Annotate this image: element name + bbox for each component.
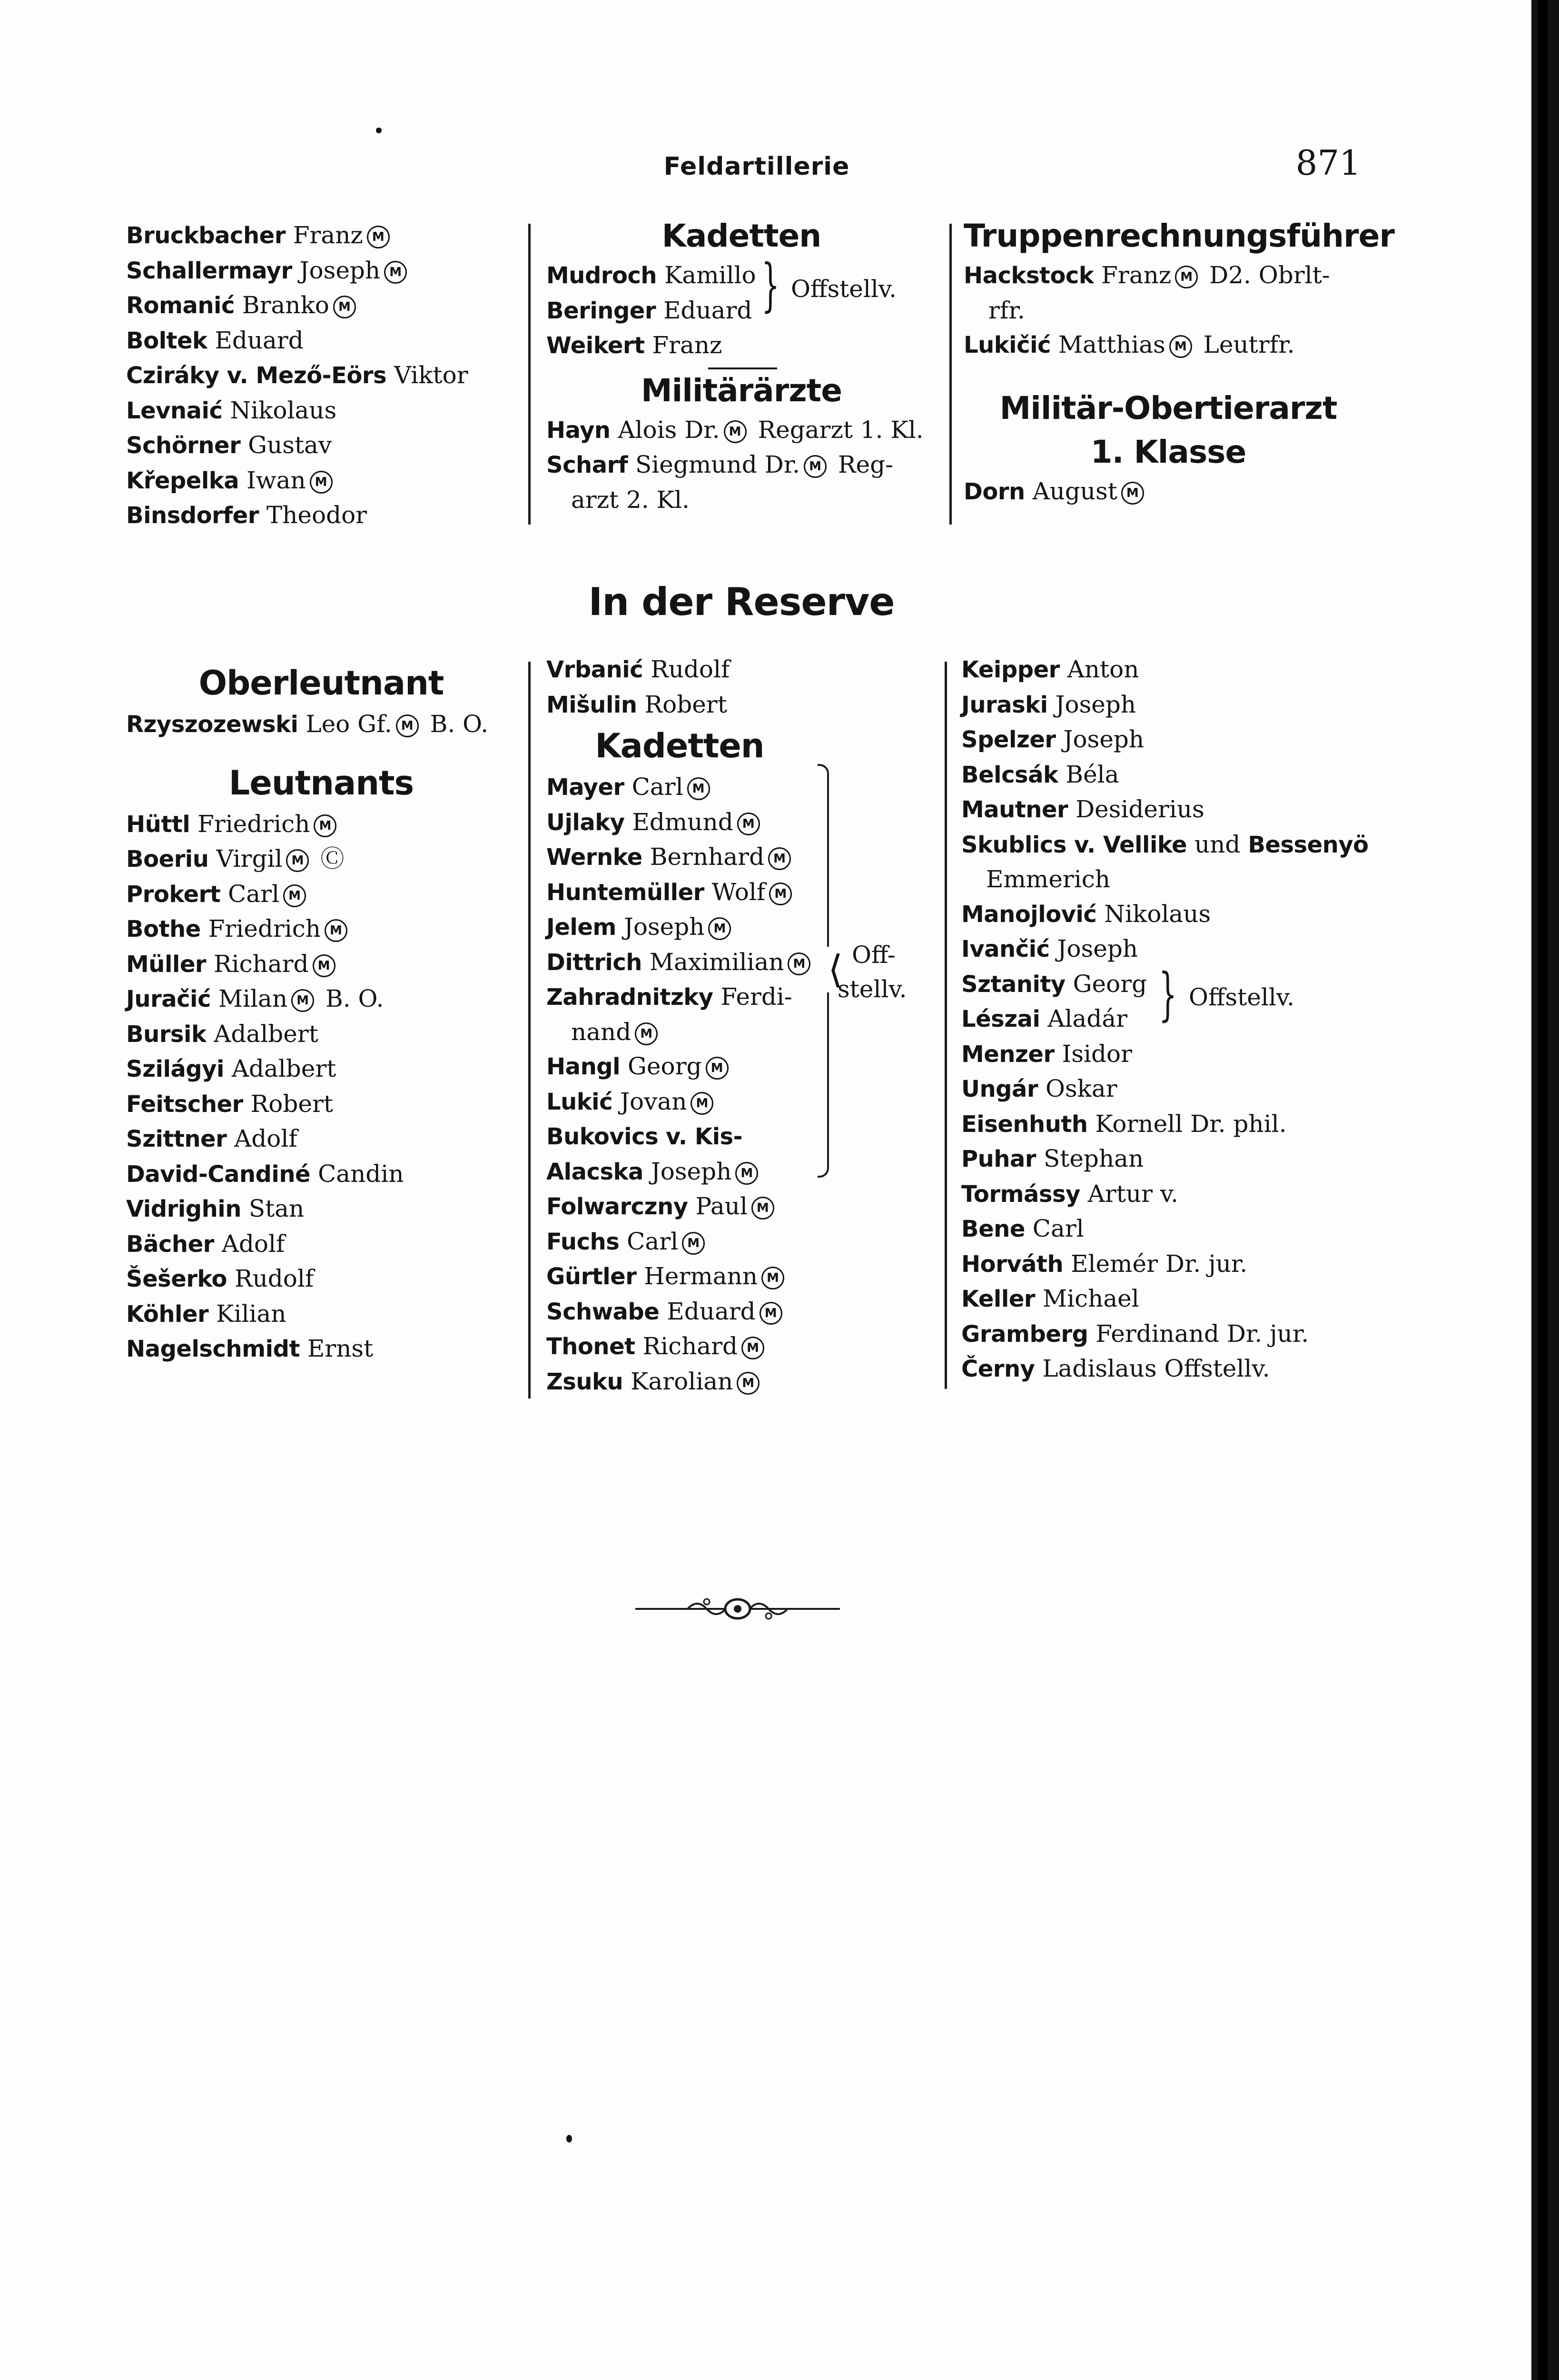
list-entry: [961, 1211, 1390, 1247]
entry-suffix: B. O.: [325, 985, 384, 1012]
list-entry: [546, 1294, 946, 1329]
entry-given-name: Joseph: [1057, 935, 1138, 962]
entry-given-name: Karolian: [631, 1367, 733, 1395]
list-entry: [126, 253, 516, 288]
entry-suffix: Regarzt 1. Kl.: [758, 416, 924, 444]
entry-given-name: Carl: [627, 1227, 679, 1255]
militaeraerzte-heading: Militärärzte: [641, 372, 842, 409]
entry-given-name: Friedrich: [208, 915, 321, 942]
end-ornament: [635, 1590, 840, 1628]
entry-surname: Wernke: [546, 844, 642, 871]
military-merit-icon: M: [741, 1337, 764, 1359]
top-column-3: [964, 214, 1392, 509]
entry-surname: Alacska: [546, 1158, 643, 1185]
list-entry: [126, 982, 521, 1017]
kadetten-brace-note: Offstellv.: [791, 275, 897, 303]
entry-given-name: Adalbert: [231, 1055, 336, 1082]
entry-surname: Bursik: [126, 1021, 207, 1048]
entry-surname: Beringer: [546, 297, 656, 324]
entry-surname: Menzer: [961, 1041, 1055, 1068]
entry-given-name: Franz: [652, 331, 722, 359]
list-entry: [961, 1247, 1390, 1282]
entry-surname: Mudroch: [546, 262, 657, 289]
military-merit-icon: M: [761, 1267, 784, 1289]
scan-speck: [566, 2135, 572, 2142]
list-entry: [546, 652, 946, 687]
entry-given-name: rfr.: [988, 296, 1025, 324]
list-entry: [546, 447, 946, 483]
entry-surname: Folwarczny: [546, 1193, 688, 1220]
entry-given-name: Nikolaus: [230, 396, 337, 424]
list-entry: [126, 1087, 521, 1122]
entry-surname: Nagelschmidt: [126, 1336, 300, 1362]
offstellv-note-2: stellv.: [838, 975, 907, 1003]
entry-surname: Keipper: [961, 656, 1060, 683]
entry-given-name: Adolf: [234, 1125, 297, 1152]
list-entry: [546, 1119, 946, 1154]
entry-given-name: Aladár: [1047, 1005, 1128, 1032]
list-entry: [961, 862, 1390, 897]
entry-surname: Spelzer: [961, 726, 1056, 753]
entry-given-name: Rudolf: [651, 655, 730, 683]
list-entry: [126, 707, 521, 742]
entry-given-name: Elemér Dr. jur.: [1071, 1250, 1248, 1278]
entry-surname: Skublics v. Vellike: [961, 831, 1187, 858]
entry-surname: Mautner: [961, 796, 1068, 823]
entry-surname: Fuchs: [546, 1228, 620, 1255]
entry-given-name: August: [1032, 477, 1117, 505]
page-number: 871: [1295, 143, 1361, 183]
list-entry: [546, 687, 946, 723]
column-rule: [528, 662, 531, 1398]
reserve-column-2: [546, 652, 946, 1399]
military-merit-icon: M: [706, 1057, 729, 1080]
entry-given-name: Oskar: [1045, 1075, 1117, 1102]
entry-given-name: Nikolaus: [1104, 900, 1211, 928]
entry-surname: Vidrighin: [126, 1196, 241, 1222]
list-entry: [546, 1329, 946, 1364]
scan-edge: [1531, 0, 1559, 2380]
list-entry: [126, 1261, 521, 1297]
entry-given-name: Franz: [293, 221, 363, 249]
entry-surname: Huntemüller: [546, 879, 704, 906]
military-merit-icon: M: [367, 226, 390, 248]
entry-given-name: Michael: [1042, 1285, 1139, 1312]
offstellv-bracket-point: ⟨: [828, 947, 843, 992]
list-entry: [961, 1317, 1390, 1352]
entry-surname: Mayer: [546, 774, 624, 801]
entry-given-name: Stan: [248, 1195, 305, 1222]
entry-surname: Zsuku: [546, 1368, 623, 1395]
entry-given-name: Robert: [644, 690, 727, 718]
entry-given-name: Joseph: [299, 256, 381, 284]
entry-suffix: Ⓒ: [320, 845, 345, 873]
reserve-column-1: [126, 659, 521, 1367]
entry-given-name: Leo Gf.: [306, 710, 392, 738]
list-entry: [961, 722, 1390, 757]
military-merit-icon: M: [769, 883, 792, 905]
list-entry: [126, 1157, 521, 1192]
entry-surname: Ivančić: [961, 936, 1050, 962]
list-entry: [546, 875, 946, 910]
entry-surname: Tormássy: [961, 1180, 1080, 1208]
entry-given-name: Georg: [1073, 970, 1147, 998]
offstellv-bracket-upper: [818, 764, 829, 947]
entry-surname: Horváth: [961, 1250, 1064, 1278]
list-entry: [546, 840, 946, 875]
list-entry: [126, 1121, 521, 1157]
entry-given-name: Georg: [627, 1052, 702, 1080]
oberleutnant-heading: Oberleutnant: [198, 664, 444, 703]
military-merit-icon: M: [283, 884, 306, 907]
military-merit-icon: M: [760, 1302, 782, 1325]
entry-given-name: arzt 2. Kl.: [571, 486, 690, 514]
entry-given-name: Iwan: [247, 466, 306, 494]
list-entry: [126, 1297, 521, 1332]
entry-surname: Černy: [961, 1356, 1035, 1382]
list-entry: [546, 805, 946, 840]
entry-given-name: Eduard: [215, 326, 304, 354]
military-merit-icon: M: [788, 952, 810, 975]
military-merit-icon: M: [286, 849, 309, 872]
entry-given-name: Kilian: [216, 1299, 286, 1328]
leutnants-heading: Leutnants: [228, 763, 414, 803]
entry-surname: Bothe: [126, 916, 201, 942]
entry-given-name: Alois Dr.: [618, 416, 720, 444]
entry-given-name: Rudolf: [234, 1265, 314, 1292]
top-column-1: [126, 218, 516, 533]
military-merit-icon: M: [313, 954, 335, 977]
entry-surname: Hangl: [546, 1053, 621, 1080]
entry-surname: Zahradnitzky: [546, 984, 713, 1011]
entry-surname: Šešerko: [126, 1266, 227, 1292]
list-entry: [961, 652, 1390, 687]
list-entry: [126, 323, 516, 358]
entry-given-name: Anton: [1067, 655, 1139, 683]
reserve-kadetten-heading: Kadetten: [595, 726, 764, 765]
column-rule: [949, 224, 952, 525]
entry-surname: Keller: [961, 1286, 1036, 1312]
entry-given-name: Stephan: [1044, 1145, 1144, 1172]
military-merit-icon: M: [291, 989, 314, 1012]
entry-given-name: Béla: [1066, 760, 1119, 788]
entry-surname-2: Bessenyö: [1248, 831, 1369, 858]
entry-given-name: Joseph: [651, 1157, 732, 1185]
list-entry: [126, 877, 521, 912]
kadetten-heading: Kadetten: [661, 218, 821, 254]
obertierarzt-heading-2: 1. Klasse: [1090, 433, 1246, 470]
list-entry: [546, 1154, 946, 1190]
entry-given-name: Emmerich: [986, 865, 1111, 893]
list-entry: [126, 842, 521, 877]
list-entry: [126, 1331, 521, 1367]
entry-given-name: Richard: [642, 1332, 738, 1360]
list-entry: [546, 1015, 946, 1050]
military-merit-icon: M: [635, 1022, 658, 1045]
scan-speck: [376, 128, 382, 133]
military-merit-icon: M: [325, 919, 347, 942]
military-merit-icon: M: [384, 261, 407, 284]
entry-surname: Hüttl: [126, 811, 190, 838]
military-merit-icon: M: [751, 1197, 774, 1220]
kadetten-brace: }: [761, 252, 780, 318]
list-entry: [126, 463, 516, 498]
list-entry: [546, 1224, 946, 1259]
entry-given-name: Theodor: [266, 501, 367, 529]
column-rule: [528, 224, 531, 525]
entry-surname: Müller: [126, 951, 207, 978]
entry-given-name: v. Kis-: [666, 1123, 743, 1150]
entry-surname: Ujlaky: [546, 809, 625, 836]
entry-surname: Křepelka: [126, 467, 239, 494]
entry-surname: Szittner: [126, 1126, 227, 1152]
entry-given-name: Friedrich: [197, 810, 310, 838]
entry-surname: Belcsák: [961, 761, 1058, 788]
entry-given-name: Gustav: [248, 431, 332, 459]
entry-given-name: Joseph: [1055, 690, 1136, 718]
entry-given-name: Joseph: [623, 913, 705, 941]
list-entry: [126, 947, 521, 982]
entry-given-name: Ladislaus Offstellv.: [1042, 1355, 1270, 1382]
military-merit-icon: M: [691, 1092, 713, 1115]
military-merit-icon: M: [333, 296, 356, 318]
entry-surname: David-Candiné: [126, 1160, 311, 1188]
entry-surname: Boeriu: [126, 846, 209, 873]
military-merit-icon: M: [804, 455, 827, 478]
list-entry: [126, 393, 516, 428]
entry-given-name: Eduard: [667, 1297, 756, 1325]
military-merit-icon: M: [708, 917, 731, 940]
entry-surname: Dittrich: [546, 949, 642, 976]
military-merit-icon: M: [735, 1162, 758, 1185]
entry-surname: Hackstock: [964, 262, 1094, 289]
entry-surname: Juračić: [126, 986, 211, 1012]
list-entry: [126, 1191, 521, 1227]
entry-given-name: Robert: [250, 1090, 333, 1118]
list-entry: [126, 912, 521, 947]
entry-surname: Schörner: [126, 432, 241, 459]
entry-surname: Bruckbacher: [126, 222, 286, 249]
entry-surname: Puhar: [961, 1146, 1036, 1172]
entry-surname: Köhler: [126, 1300, 209, 1328]
list-entry: [546, 770, 946, 805]
entry-surname: Lukić: [546, 1088, 613, 1115]
entry-surname: Boltek: [126, 327, 207, 354]
entry-surname: Schallermayr: [126, 257, 292, 284]
entry-surname: Cziráky v. Mező-Eörs: [126, 362, 387, 389]
military-merit-icon: M: [737, 1372, 760, 1395]
entry-given-name: Richard: [213, 950, 309, 978]
list-entry: [961, 1107, 1390, 1142]
list-entry: [961, 1071, 1390, 1107]
reserve-heading: In der Reserve: [588, 580, 895, 624]
entry-surname: Bukovics: [546, 1123, 659, 1150]
list-entry: [126, 428, 516, 463]
column-rule: [945, 662, 947, 1389]
list-entry: [964, 293, 1392, 328]
entry-surname: Eisenhuth: [961, 1111, 1088, 1138]
list-entry: [546, 1189, 946, 1224]
list-entry: [546, 1259, 946, 1294]
entry-surname: Thonet: [546, 1333, 635, 1360]
entry-given-name: Desiderius: [1076, 795, 1204, 823]
list-entry: [126, 1227, 521, 1262]
entry-given-name: Carl: [1032, 1215, 1084, 1242]
list-entry: [546, 1049, 946, 1084]
list-entry: [961, 792, 1390, 827]
entry-surname: Juraski: [961, 691, 1048, 718]
military-merit-icon: M: [310, 471, 333, 494]
entry-given-name: Ferdi-: [720, 983, 792, 1011]
list-entry: [964, 258, 1392, 293]
entry-given-name: Hermann: [644, 1262, 758, 1290]
entry-given-name: Isidor: [1062, 1040, 1132, 1068]
entry-given-name: Eduard: [663, 296, 752, 324]
list-entry: [961, 1037, 1390, 1072]
entry-surname: Ungár: [961, 1076, 1038, 1102]
entry-surname: Mišulin: [546, 691, 637, 718]
entry-surname: Schwabe: [546, 1298, 660, 1325]
list-entry: [964, 474, 1392, 509]
entry-surname: Gürtler: [546, 1263, 637, 1290]
entry-given-name: Virgil: [216, 845, 283, 873]
truppenrechnungsfuehrer-heading: Truppenrechnungsführer: [964, 218, 1394, 254]
entry-surname: Prokert: [126, 881, 221, 908]
entry-surname: Manojlović: [961, 901, 1097, 928]
military-merit-icon: M: [737, 813, 760, 835]
list-entry: [961, 1177, 1390, 1212]
list-entry: [126, 1017, 521, 1052]
list-entry: [961, 897, 1390, 932]
entry-given-name: Joseph: [1063, 725, 1145, 753]
entry-surname: Feitscher: [126, 1091, 243, 1118]
entry-surname: Levnaić: [126, 397, 223, 424]
entry-surname: Lészai: [961, 1006, 1040, 1032]
list-entry: [126, 358, 516, 393]
entry-surname: Lukičić: [964, 332, 1051, 358]
entry-surname: Binsdorfer: [126, 502, 259, 529]
entry-given-name: Carl: [631, 773, 683, 801]
entry-given-name: Wolf: [711, 878, 766, 906]
entry-given-name: und: [1194, 830, 1241, 858]
list-entry: [126, 807, 521, 842]
military-merit-icon: M: [1175, 266, 1198, 288]
military-merit-icon: M: [396, 714, 419, 737]
section-divider: [708, 367, 777, 369]
offstellv-bracket-lower: [818, 992, 829, 1178]
entry-surname: Dorn: [964, 478, 1025, 505]
entry-surname: Bächer: [126, 1230, 214, 1258]
entry-given-name: Candin: [318, 1160, 404, 1188]
entry-given-name: Branko: [242, 291, 329, 319]
entry-given-name: Edmund: [632, 808, 733, 836]
entry-suffix: Reg-: [838, 451, 894, 478]
list-entry: [546, 1084, 946, 1120]
entry-surname: Rzyszozewski: [126, 711, 298, 738]
entry-given-name: Matthias: [1058, 331, 1165, 358]
entry-given-name: nand: [571, 1018, 631, 1046]
list-entry: [126, 1051, 521, 1087]
military-merit-icon: M: [1121, 482, 1144, 505]
entry-given-name: Kamillo: [664, 261, 756, 289]
entry-given-name: Artur v.: [1087, 1180, 1179, 1208]
entry-surname: Jelem: [546, 914, 616, 941]
list-entry: [546, 483, 946, 517]
list-entry: [126, 288, 516, 323]
list-entry: [961, 827, 1390, 863]
entry-given-name: Adolf: [221, 1230, 285, 1258]
running-title: Feldartillerie: [663, 152, 850, 181]
entry-given-name: Ferdinand Dr. jur.: [1095, 1319, 1309, 1348]
entry-surname: Romanić: [126, 292, 235, 319]
obertierarzt-heading-1: Militär-Obertierarzt: [999, 389, 1337, 426]
list-entry: [961, 1281, 1390, 1317]
military-merit-icon: M: [1169, 335, 1192, 358]
list-entry: [126, 498, 516, 533]
sztanity-brace-note: Offstellv.: [1189, 983, 1295, 1011]
entry-surname: Vrbanić: [546, 656, 643, 683]
entry-given-name: Paul: [695, 1192, 748, 1220]
entry-given-name: Jovan: [620, 1087, 687, 1115]
list-entry: [961, 1141, 1390, 1177]
entry-given-name: Viktor: [394, 361, 468, 389]
list-entry: [961, 687, 1390, 723]
entry-suffix: Leutrfr.: [1203, 331, 1295, 358]
entry-given-name: Ernst: [307, 1335, 374, 1362]
entry-surname: Szilágyi: [126, 1056, 224, 1082]
entry-given-name: Franz: [1101, 261, 1172, 289]
list-entry: [961, 1351, 1390, 1387]
list-entry: [546, 328, 946, 363]
entry-given-name: Siegmund Dr.: [635, 451, 800, 478]
entry-given-name: Milan: [218, 985, 288, 1012]
military-merit-icon: M: [687, 777, 710, 800]
entry-surname: Weikert: [546, 332, 645, 359]
entry-surname: Hayn: [546, 416, 611, 444]
entry-surname: Scharf: [546, 452, 628, 478]
entry-given-name: Bernhard: [650, 843, 765, 871]
military-merit-icon: M: [768, 847, 791, 870]
military-merit-icon: M: [724, 420, 747, 443]
list-entry: [546, 1364, 946, 1399]
list-entry: [126, 218, 516, 253]
entry-given-name: Kornell Dr. phil.: [1095, 1110, 1287, 1138]
entry-given-name: Adalbert: [214, 1020, 318, 1048]
list-entry: [964, 327, 1392, 363]
top-column-2: [546, 214, 946, 517]
entry-given-name: Carl: [228, 880, 280, 908]
military-merit-icon: M: [314, 814, 336, 837]
military-merit-icon: M: [682, 1232, 705, 1255]
entry-surname: Sztanity: [961, 971, 1066, 998]
entry-suffix: D2. Obrlt-: [1209, 261, 1330, 289]
entry-surname: Bene: [961, 1216, 1025, 1242]
entry-suffix: B. O.: [430, 710, 489, 738]
entry-surname: Gramberg: [961, 1320, 1088, 1348]
entry-given-name: Maximilian: [649, 948, 784, 976]
offstellv-note-1: Off-: [852, 941, 896, 969]
list-entry: [961, 757, 1390, 793]
list-entry: [546, 413, 946, 448]
sztanity-brace: }: [1159, 962, 1177, 1028]
